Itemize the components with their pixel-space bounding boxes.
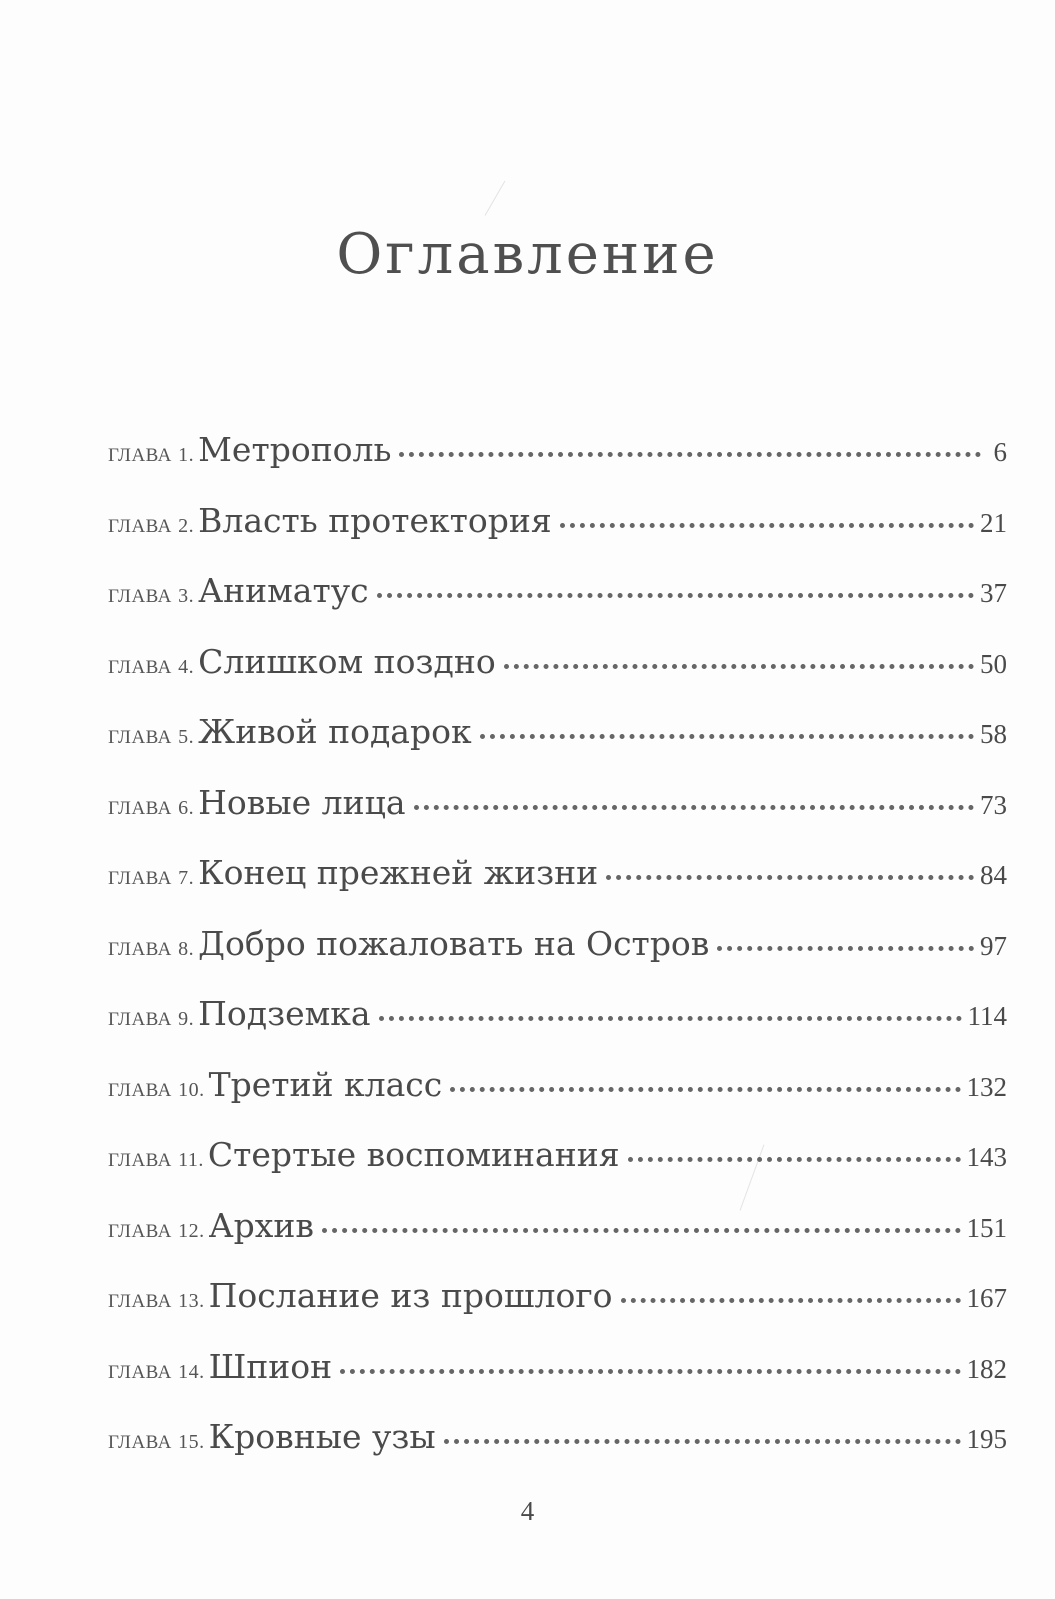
- toc-entry[interactable]: [108, 1417, 1007, 1488]
- chapter-title: Живой подарок: [198, 712, 472, 751]
- toc-entry[interactable]: [108, 1135, 1007, 1206]
- dot-leader: [621, 1298, 961, 1303]
- dot-leader: [399, 452, 981, 457]
- chapter-page-number: 143: [966, 1142, 1007, 1172]
- dot-leader: [504, 664, 974, 669]
- toc-entry[interactable]: [108, 1276, 1007, 1347]
- chapter-title: Послание из прошлого: [208, 1276, 613, 1315]
- paper-scuff: [485, 181, 506, 216]
- chapter-page-number: 73: [980, 789, 1007, 820]
- toc-entry[interactable]: [108, 1347, 1007, 1418]
- chapter-label: ГЛАВА 12.: [108, 1219, 205, 1242]
- toc-entry[interactable]: [108, 501, 1007, 572]
- chapter-label: ГЛАВА 8.: [108, 937, 195, 960]
- chapter-title: Кровные узы: [208, 1417, 436, 1456]
- chapter-page-number: 151: [966, 1212, 1007, 1243]
- chapter-label: ГЛАВА 15.: [108, 1431, 205, 1453]
- chapter-label: ГЛАВА 3.: [108, 585, 195, 607]
- toc-entry[interactable]: [108, 1065, 1007, 1136]
- chapter-page-number: 167: [966, 1283, 1007, 1313]
- chapter-label: ГЛАВА 9.: [108, 1008, 195, 1030]
- page-title: Оглавление: [336, 222, 719, 287]
- chapter-title: Добро пожаловать на Остров: [198, 923, 710, 963]
- chapter-title: Стертые воспоминания: [207, 1135, 620, 1174]
- chapter-title: Третий класс: [208, 1064, 443, 1104]
- table-of-contents: [108, 430, 1007, 1488]
- chapter-label: ГЛАВА 14.: [108, 1360, 205, 1383]
- chapter-label: ГЛАВА 7.: [108, 867, 195, 889]
- chapter-page-number: 182: [966, 1353, 1007, 1384]
- chapter-page-number: 84: [980, 860, 1007, 890]
- chapter-label: ГЛАВА 5.: [108, 726, 195, 748]
- chapter-page-number: 21: [980, 507, 1007, 538]
- chapter-title: Шпион: [208, 1346, 333, 1386]
- chapter-title: Метрополь: [198, 430, 392, 469]
- toc-entry[interactable]: [108, 1206, 1007, 1277]
- dot-leader: [322, 1228, 961, 1233]
- chapter-title: Власть протектория: [198, 500, 552, 540]
- dot-leader: [379, 1016, 962, 1021]
- dot-leader: [414, 805, 975, 810]
- dot-leader: [717, 946, 974, 951]
- toc-entry[interactable]: [108, 712, 1007, 783]
- dot-leader: [560, 523, 974, 528]
- chapter-label: ГЛАВА 6.: [108, 796, 195, 819]
- dot-leader: [340, 1369, 960, 1374]
- chapter-page-number: 114: [967, 1001, 1007, 1031]
- chapter-title: Слишком поздно: [198, 641, 496, 681]
- chapter-title: Подземка: [198, 994, 371, 1033]
- dot-leader: [628, 1157, 961, 1162]
- page-number: 4: [520, 1496, 535, 1526]
- toc-entry[interactable]: [108, 783, 1007, 854]
- chapter-label: ГЛАВА 4.: [108, 655, 195, 678]
- chapter-label: ГЛАВА 13.: [108, 1290, 205, 1312]
- chapter-title: Аниматус: [198, 571, 369, 610]
- dot-leader: [450, 1087, 960, 1092]
- chapter-page-number: 132: [966, 1071, 1007, 1102]
- chapter-label: ГЛАВА 10.: [108, 1078, 205, 1101]
- chapter-page-number: 195: [966, 1424, 1007, 1454]
- toc-entry[interactable]: [108, 430, 1007, 501]
- chapter-label: ГЛАВА 11.: [108, 1149, 204, 1171]
- toc-entry[interactable]: [108, 853, 1007, 924]
- chapter-label: ГЛАВА 1.: [108, 444, 195, 466]
- toc-entry[interactable]: [108, 994, 1007, 1065]
- chapter-title: Архив: [208, 1205, 314, 1245]
- dot-leader: [606, 875, 974, 880]
- chapter-page-number: 37: [980, 578, 1007, 608]
- chapter-title: Новые лица: [198, 782, 406, 822]
- chapter-page-number: 58: [980, 719, 1007, 749]
- chapter-label: ГЛАВА 2.: [108, 514, 195, 537]
- dot-leader: [480, 734, 974, 739]
- chapter-page-number: 97: [980, 930, 1007, 961]
- dot-leader: [377, 593, 974, 598]
- toc-entry[interactable]: [108, 571, 1007, 642]
- chapter-title: Конец прежней жизни: [198, 853, 599, 892]
- dot-leader: [444, 1439, 961, 1444]
- chapter-page-number: 50: [980, 648, 1007, 679]
- chapter-page-number: 6: [993, 437, 1007, 467]
- toc-entry[interactable]: [108, 642, 1007, 713]
- toc-entry[interactable]: [108, 924, 1007, 995]
